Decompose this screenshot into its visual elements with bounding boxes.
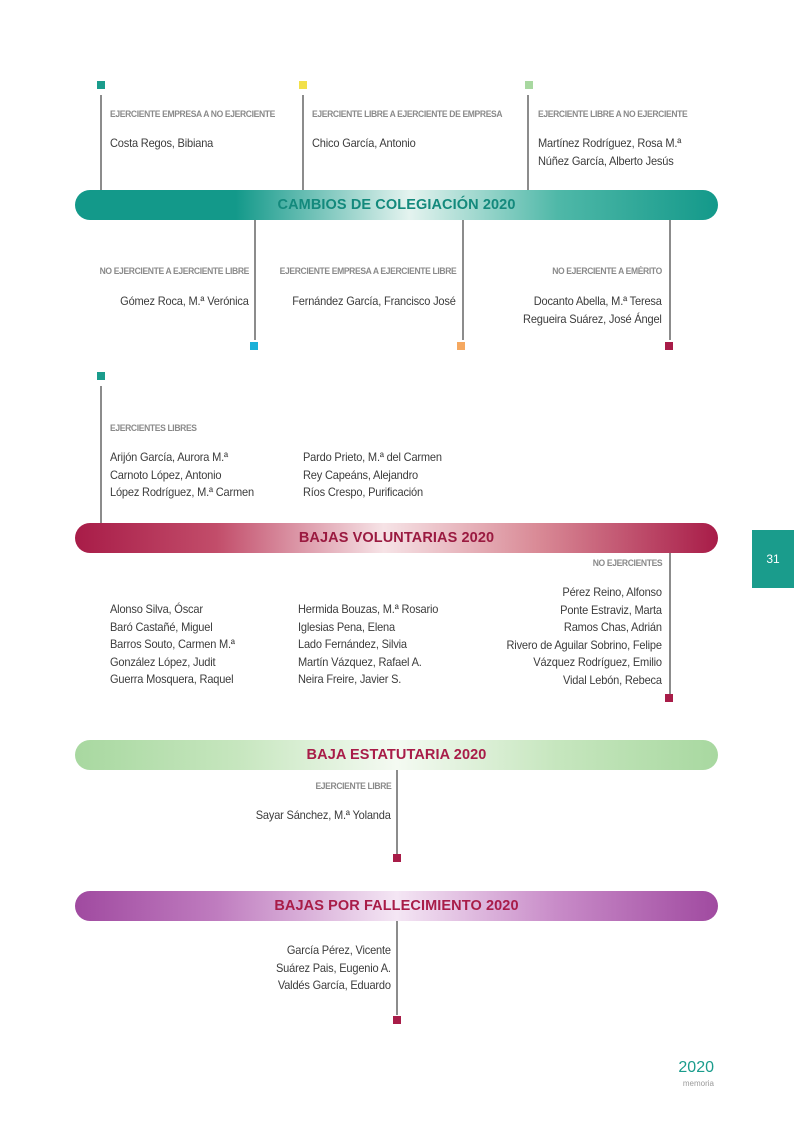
person-name: Rivero de Aguilar Sobrino, Felipe bbox=[506, 637, 662, 652]
name-list bbox=[293, 293, 456, 311]
person-name: Rey Capeáns, Alejandro bbox=[303, 467, 419, 482]
person-name: Ponte Estraviz, Marta bbox=[560, 602, 662, 617]
person-name: Vázquez Rodríguez, Emilio bbox=[533, 655, 662, 669]
bajas-voluntarias-banner bbox=[75, 523, 718, 553]
bajas-fallecimiento-banner bbox=[75, 891, 718, 921]
category-label: EJERCIENTES LIBRES bbox=[110, 423, 197, 434]
footer-label: memoria bbox=[682, 1079, 714, 1088]
crimson-square-marker bbox=[393, 1016, 401, 1024]
crimson-square-marker bbox=[665, 342, 673, 350]
person-name: Regueira Suárez, José Ángel bbox=[523, 311, 662, 326]
person-name: Pérez Reino, Alfonso bbox=[562, 585, 662, 599]
baja-estatutaria-banner bbox=[75, 740, 718, 770]
page-number: 31 bbox=[766, 552, 780, 566]
person-name: Guerra Mosquera, Raquel bbox=[110, 672, 234, 686]
yellow-square-marker bbox=[299, 81, 307, 89]
category-label: EJERCIENTE EMPRESA A EJERCIENTE LIBRE bbox=[279, 266, 456, 277]
footer-year: 2020 bbox=[678, 1059, 714, 1076]
person-name: Chico García, Antonio bbox=[312, 136, 416, 150]
category-label: EJERCIENTE LIBRE A EJERCIENTE DE EMPRESA bbox=[312, 109, 503, 120]
name-list-col-3 bbox=[507, 584, 662, 689]
person-name: Ríos Crespo, Purificación bbox=[303, 485, 423, 499]
category-label: EJERCIENTE LIBRE A NO EJERCIENTE bbox=[538, 109, 688, 120]
name-list bbox=[312, 135, 416, 153]
connector-line bbox=[527, 95, 529, 191]
banner-title: BAJAS POR FALLECIMIENTO 2020 bbox=[274, 898, 519, 914]
name-list-col-1 bbox=[110, 449, 254, 502]
green-square-marker bbox=[525, 81, 533, 89]
name-list bbox=[256, 807, 391, 825]
name-list bbox=[276, 942, 391, 995]
person-name: Núñez García, Alberto Jesús bbox=[538, 153, 674, 168]
category-label: NO EJERCIENTES bbox=[592, 558, 662, 569]
name-list-col-2 bbox=[298, 601, 438, 689]
connector-line bbox=[669, 220, 671, 340]
name-list bbox=[538, 135, 681, 170]
crimson-square-marker bbox=[393, 854, 401, 862]
person-name: Ramos Chas, Adrián bbox=[564, 620, 662, 634]
person-name: Barros Souto, Carmen M.ª bbox=[110, 637, 235, 651]
banner-title: BAJA ESTATUTARIA 2020 bbox=[306, 747, 487, 763]
banner-title: BAJAS VOLUNTARIAS 2020 bbox=[298, 530, 495, 546]
person-name: Valdés García, Eduardo bbox=[278, 978, 391, 992]
person-name: González López, Judit bbox=[110, 654, 216, 669]
connector-line bbox=[302, 95, 304, 191]
person-name: Lado Fernández, Silvia bbox=[298, 637, 407, 651]
person-name: Docanto Abella, M.ª Teresa bbox=[534, 294, 662, 308]
connector-line bbox=[669, 553, 671, 695]
person-name: Pardo Prieto, M.ª del Carmen bbox=[303, 450, 442, 464]
person-name: Neira Freire, Javier S. bbox=[298, 672, 402, 686]
cyan-square-marker bbox=[250, 342, 258, 350]
teal-square-marker bbox=[97, 81, 105, 89]
category-label: EJERCIENTE LIBRE bbox=[315, 781, 391, 792]
person-name: Sayar Sánchez, M.ª Yolanda bbox=[256, 808, 391, 822]
teal-square-marker bbox=[97, 372, 105, 380]
category-label: NO EJERCIENTE A EMÉRITO bbox=[552, 266, 662, 277]
person-name: Iglesias Pena, Elena bbox=[298, 619, 395, 634]
person-name: Alonso Silva, Óscar bbox=[110, 602, 203, 616]
crimson-square-marker bbox=[665, 694, 673, 702]
name-list bbox=[110, 135, 213, 153]
person-name: Gómez Roca, M.ª Verónica bbox=[120, 294, 249, 308]
cambios-colegiacion-banner bbox=[75, 190, 718, 220]
person-name: Arijón García, Aurora M.ª bbox=[110, 450, 228, 464]
banner-title: CAMBIOS DE COLEGIACIÓN 2020 bbox=[277, 197, 516, 213]
category-label: EJERCIENTE EMPRESA A NO EJERCIENTE bbox=[110, 109, 275, 120]
connector-line bbox=[396, 770, 398, 854]
person-name: Costa Regos, Bibiana bbox=[110, 136, 214, 150]
person-name: Vidal Lebón, Rebeca bbox=[563, 672, 662, 687]
category-label: NO EJERCIENTE A EJERCIENTE LIBRE bbox=[99, 266, 249, 277]
connector-line bbox=[100, 386, 102, 523]
name-list-col-2 bbox=[303, 449, 442, 502]
person-name: Martínez Rodríguez, Rosa M.ª bbox=[538, 136, 682, 150]
name-list-col-1 bbox=[110, 601, 235, 689]
person-name: Carnoto López, Antonio bbox=[110, 467, 222, 482]
connector-line bbox=[100, 95, 102, 191]
connector-line bbox=[396, 921, 398, 1015]
page-number-tab bbox=[752, 530, 794, 588]
person-name: Baró Castañé, Miguel bbox=[110, 619, 213, 634]
person-name: Suárez Pais, Eugenio A. bbox=[276, 960, 391, 975]
person-name: López Rodríguez, M.ª Carmen bbox=[110, 485, 254, 499]
name-list bbox=[523, 293, 662, 328]
orange-square-marker bbox=[457, 342, 465, 350]
person-name: Martín Vázquez, Rafael A. bbox=[298, 654, 422, 669]
connector-line bbox=[462, 220, 464, 340]
name-list bbox=[120, 293, 249, 311]
connector-line bbox=[254, 220, 256, 340]
person-name: Hermida Bouzas, M.ª Rosario bbox=[298, 602, 439, 616]
person-name: Fernández García, Francisco José bbox=[292, 294, 456, 308]
person-name: García Pérez, Vicente bbox=[287, 943, 391, 957]
